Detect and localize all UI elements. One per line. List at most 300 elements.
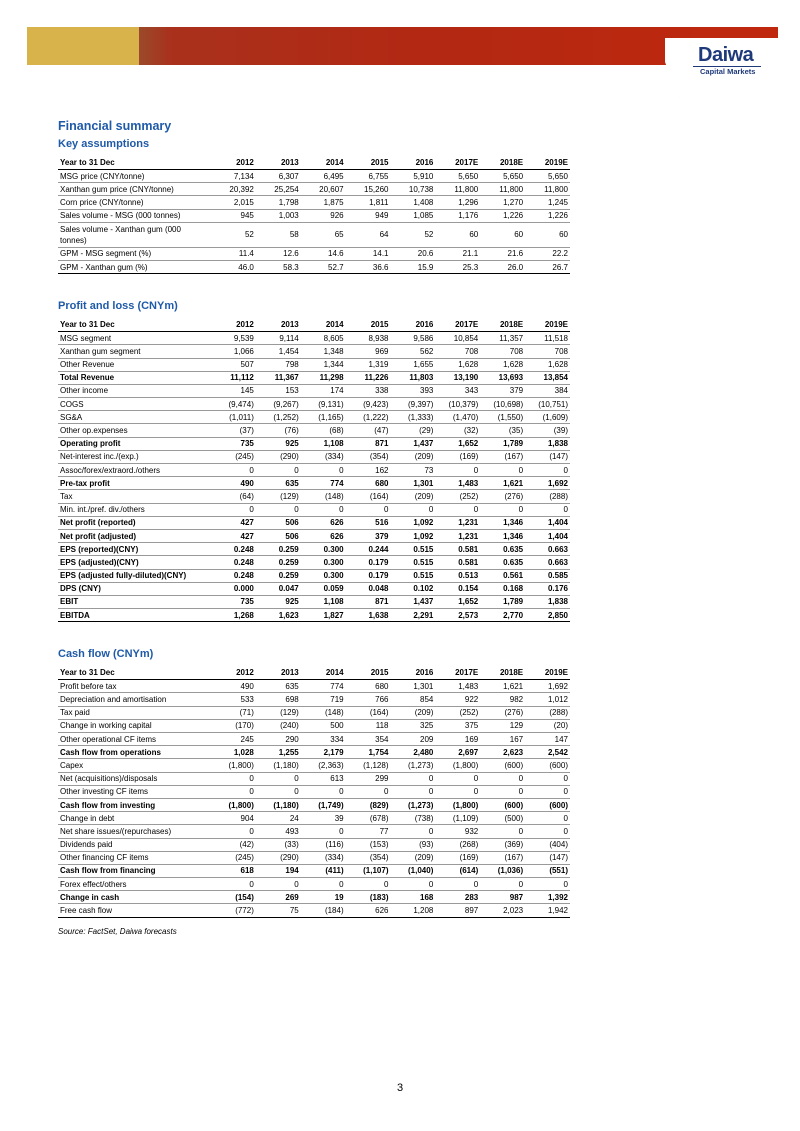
table-cell: 1,692 [525,477,570,490]
table-cell: 209 [391,733,436,746]
table-row [58,733,570,746]
row-label: Pre-tax profit [58,477,211,490]
table-cell: 1,652 [435,437,480,450]
table-cell: 1,811 [346,196,391,209]
table-cell: (129) [256,706,301,719]
table-row [58,785,570,798]
table-cell: 1,301 [391,477,436,490]
row-label: Operating profit [58,437,211,450]
table-cell: 635 [256,477,301,490]
table-cell: 0 [480,878,525,891]
table-row [58,595,570,608]
page-number: 3 [396,1082,404,1094]
table-cell: 1,621 [480,477,525,490]
table-cell: 46.0 [211,260,256,273]
table-row [58,371,570,384]
table-cell: (1,470) [435,411,480,424]
table-cell: 897 [435,904,480,917]
table-cell: (334) [301,450,346,463]
table-cell: 0 [211,878,256,891]
table-cell: 169 [435,733,480,746]
logo-subtitle: Capital Markets [700,67,756,76]
table-cell: (164) [346,490,391,503]
row-label: Sales volume - Xanthan gum (000 tonnes) [58,222,211,247]
table-cell: 0 [391,772,436,785]
table-cell: 9,114 [256,332,301,345]
table-cell: 0.176 [525,582,570,595]
table-row [58,798,570,811]
table-row [58,772,570,785]
table-cell: (76) [256,424,301,437]
table-cell: 194 [256,864,301,877]
column-header-year: 2012 [211,318,256,332]
table-cell: 14.6 [301,247,346,260]
table-cell: 0.300 [301,569,346,582]
table-cell: 168 [391,891,436,904]
row-label: Cash flow from investing [58,798,211,811]
table-cell: 490 [211,680,256,693]
table-cell: (9,267) [256,398,301,411]
table-cell: 871 [346,595,391,608]
table-cell: (1,011) [211,411,256,424]
table-cell: (167) [480,851,525,864]
row-label: Tax paid [58,706,211,719]
table-cell: 0 [480,772,525,785]
column-header-year: 2012 [211,666,256,680]
cash-flow-title: Cash flow (CNYm) [58,648,154,661]
table-cell: 735 [211,595,256,608]
table-cell: 0 [525,772,570,785]
table-cell: 932 [435,825,480,838]
table-cell: (183) [346,891,391,904]
table-cell: (129) [256,490,301,503]
table-cell: 0.581 [435,543,480,556]
table-cell: 969 [346,345,391,358]
table-cell: (116) [301,838,346,851]
table-cell: 2,015 [211,196,256,209]
table-cell: 1,066 [211,345,256,358]
table-cell: (1,333) [391,411,436,424]
table-cell: 0 [211,825,256,838]
row-label: Tax [58,490,211,503]
table-cell: 0 [480,464,525,477]
table-cell: 11,367 [256,371,301,384]
table-cell: 0.635 [480,556,525,569]
table-cell: 15,260 [346,183,391,196]
column-header-year: 2015 [346,156,391,170]
table-cell: 26.0 [480,260,525,273]
table-cell: (614) [435,864,480,877]
row-label: DPS (CNY) [58,582,211,595]
table-cell: (411) [301,864,346,877]
table-cell: (209) [391,450,436,463]
table-cell: 2,623 [480,746,525,759]
table-cell: 0 [301,825,346,838]
table-cell: 626 [301,529,346,542]
cash-flow-table [58,666,570,917]
table-cell: 1,108 [301,437,346,450]
table-cell: 0 [256,785,301,798]
table-row [58,345,570,358]
table-cell: (1,180) [256,798,301,811]
table-cell: 1,408 [391,196,436,209]
table-cell: 8,605 [301,332,346,345]
table-cell: 60 [435,222,480,247]
table-cell: 2,573 [435,609,480,622]
table-cell: 1,827 [301,609,346,622]
table-cell: 1,296 [435,196,480,209]
table-cell: (772) [211,904,256,917]
table-cell: (1,800) [435,759,480,772]
table-cell: (354) [346,450,391,463]
table-row [58,864,570,877]
table-cell: 0 [525,878,570,891]
table-row [58,891,570,904]
table-cell: 613 [301,772,346,785]
table-cell: 618 [211,864,256,877]
table-cell: 60 [525,222,570,247]
table-cell: 1,798 [256,196,301,209]
table-body [58,332,570,622]
table-cell: (9,423) [346,398,391,411]
table-cell: 52 [211,222,256,247]
table-cell: 0 [435,464,480,477]
table-cell: (276) [480,706,525,719]
table-cell: 1,875 [301,196,346,209]
table-cell: 925 [256,437,301,450]
row-label: Other operational CF items [58,733,211,746]
table-row [58,706,570,719]
table-cell: 269 [256,891,301,904]
table-cell: 0 [391,878,436,891]
table-cell: 1,231 [435,516,480,529]
column-header-year: 2013 [256,156,301,170]
table-cell: 516 [346,516,391,529]
table-cell: 735 [211,437,256,450]
table-cell: 1,692 [525,680,570,693]
table-cell: 0 [435,772,480,785]
table-cell: 0.585 [525,569,570,582]
table-cell: 129 [480,719,525,732]
table-cell: (148) [301,706,346,719]
table-cell: 0 [211,503,256,516]
table-cell: 39 [301,812,346,825]
table-cell: (167) [480,450,525,463]
table-cell: 0.168 [480,582,525,595]
table-cell: 1,404 [525,516,570,529]
table-cell: 6,495 [301,170,346,183]
table-cell: 299 [346,772,391,785]
table-cell: 58 [256,222,301,247]
table-cell: 0 [435,785,480,798]
table-cell: 12.6 [256,247,301,260]
table-cell: 0 [435,878,480,891]
table-cell: (252) [435,706,480,719]
table-cell: 384 [525,384,570,397]
table-row [58,384,570,397]
table-cell: (9,397) [391,398,436,411]
table-cell: 11,803 [391,371,436,384]
table-cell: 1,621 [480,680,525,693]
table-cell: 1,012 [525,693,570,706]
table-cell: 7,134 [211,170,256,183]
table-cell: 1,108 [301,595,346,608]
table-row [58,838,570,851]
column-header-year: 2019E [525,156,570,170]
table-cell: (1,128) [346,759,391,772]
table-cell: 987 [480,891,525,904]
table-cell: 0.515 [391,556,436,569]
row-label: SG&A [58,411,211,424]
row-label: Other op.expenses [58,424,211,437]
table-cell: (1,040) [391,864,436,877]
table-row [58,851,570,864]
table-cell: 0 [346,503,391,516]
row-label: Other investing CF items [58,785,211,798]
table-cell: 167 [480,733,525,746]
table-cell: 1,628 [525,358,570,371]
table-row [58,904,570,917]
table-row [58,358,570,371]
row-label: Cash flow from financing [58,864,211,877]
table-cell: (290) [256,450,301,463]
table-cell: 0.300 [301,556,346,569]
row-label: MSG price (CNY/tonne) [58,170,211,183]
table-cell: 0.635 [480,543,525,556]
table-cell: 1,245 [525,196,570,209]
column-header-year: 2017E [435,666,480,680]
table-row [58,746,570,759]
table-cell: 11.4 [211,247,256,260]
table-cell: (154) [211,891,256,904]
row-label: Assoc/forex/extraord./others [58,464,211,477]
table-row [58,693,570,706]
row-label: Xanthan gum price (CNY/tonne) [58,183,211,196]
table-row [58,437,570,450]
column-header-year: 2014 [301,156,346,170]
column-header-year: 2016 [391,666,436,680]
table-cell: 19 [301,891,346,904]
table-cell: 0 [525,812,570,825]
table-cell: (9,474) [211,398,256,411]
table-cell: 174 [301,384,346,397]
table-cell: 0.047 [256,582,301,595]
table-cell: (184) [301,904,346,917]
table-cell: 626 [346,904,391,917]
table-cell: 73 [391,464,436,477]
table-cell: 1,454 [256,345,301,358]
table-cell: 11,800 [525,183,570,196]
table-cell: 5,910 [391,170,436,183]
table-cell: 147 [525,733,570,746]
table-cell: 0.513 [435,569,480,582]
table-cell: (1,252) [256,411,301,424]
table-cell: (39) [525,424,570,437]
column-header-year: 2019E [525,318,570,332]
table-cell: 427 [211,529,256,542]
table-row [58,170,570,183]
header-band-transition [139,27,169,65]
table-cell: 0 [480,503,525,516]
table-row [58,332,570,345]
table-cell: 0 [525,825,570,838]
table-cell: 245 [211,733,256,746]
row-label: Corn price (CNY/tonne) [58,196,211,209]
table-row [58,183,570,196]
table-cell: 1,208 [391,904,436,917]
table-cell: (738) [391,812,436,825]
table-cell: 0.102 [391,582,436,595]
table-cell: 10,738 [391,183,436,196]
table-cell: 5,650 [480,170,525,183]
row-label: Other Revenue [58,358,211,371]
table-cell: (170) [211,719,256,732]
table-row [58,759,570,772]
table-cell: 162 [346,464,391,477]
table-cell: 708 [435,345,480,358]
table-cell: (1,107) [346,864,391,877]
table-cell: 0.300 [301,543,346,556]
table-cell: 1,942 [525,904,570,917]
table-cell: 1,652 [435,595,480,608]
table-cell: 13,693 [480,371,525,384]
table-cell: 153 [256,384,301,397]
table-cell: 766 [346,693,391,706]
table-cell: 283 [435,891,480,904]
table-cell: 0.259 [256,556,301,569]
table-cell: (20) [525,719,570,732]
table-cell: (169) [435,450,480,463]
table-cell: 22.2 [525,247,570,260]
table-cell: (1,800) [211,798,256,811]
table-body [58,680,570,917]
table-cell: 5,650 [435,170,480,183]
table-cell: (2,363) [301,759,346,772]
table-cell: 626 [301,516,346,529]
table-cell: (153) [346,838,391,851]
table-cell: (10,698) [480,398,525,411]
table-cell: 1,176 [435,209,480,222]
table-cell: 1,028 [211,746,256,759]
table-cell: (245) [211,450,256,463]
table-cell: 1,789 [480,595,525,608]
row-label: Forex effect/others [58,878,211,891]
table-cell: 1,085 [391,209,436,222]
table-cell: 0 [301,785,346,798]
table-cell: 15.9 [391,260,436,273]
table-cell: 507 [211,358,256,371]
table-row [58,450,570,463]
table-row [58,582,570,595]
table-cell: 698 [256,693,301,706]
table-cell: 145 [211,384,256,397]
table-cell: (148) [301,490,346,503]
table-cell: (1,222) [346,411,391,424]
table-cell: 11,112 [211,371,256,384]
table-cell: 6,307 [256,170,301,183]
table-cell: 20.6 [391,247,436,260]
table-cell: 0 [301,464,346,477]
daiwa-logo: Daiwa [698,44,754,66]
row-label: GPM - Xanthan gum (%) [58,260,211,273]
table-cell: (288) [525,490,570,503]
table-cell: 1,655 [391,358,436,371]
column-header-year: 2013 [256,666,301,680]
table-cell: 0.248 [211,569,256,582]
table-cell: 20,392 [211,183,256,196]
table-cell: 11,800 [435,183,480,196]
table-cell: (404) [525,838,570,851]
row-label: Net profit (adjusted) [58,529,211,542]
table-cell: 0 [346,785,391,798]
table-cell: 949 [346,209,391,222]
table-cell: (147) [525,851,570,864]
row-label: Depreciation and amortisation [58,693,211,706]
row-label: Change in debt [58,812,211,825]
table-cell: 0 [525,503,570,516]
table-cell: 9,586 [391,332,436,345]
table-cell: 922 [435,693,480,706]
table-row [58,196,570,209]
key-assumptions-title: Key assumptions [58,138,150,150]
table-cell: 338 [346,384,391,397]
table-row [58,609,570,622]
table-cell: 13,190 [435,371,480,384]
table-cell: (334) [301,851,346,864]
row-label: Net share issues/(repurchases) [58,825,211,838]
table-cell: 0 [256,772,301,785]
table-row [58,556,570,569]
table-cell: 379 [346,529,391,542]
table-cell: 60 [480,222,525,247]
table-cell: 1,301 [391,680,436,693]
table-cell: 0.179 [346,556,391,569]
table-cell: 118 [346,719,391,732]
table-cell: 0 [525,464,570,477]
row-label: Net (acquisitions)/disposals [58,772,211,785]
table-row [58,209,570,222]
table-cell: 0 [256,878,301,891]
table-cell: (93) [391,838,436,851]
column-header-year: 2018E [480,666,525,680]
table-cell: 0 [480,825,525,838]
table-cell: (147) [525,450,570,463]
table-cell: 21.1 [435,247,480,260]
table-cell: 926 [301,209,346,222]
table-cell: 11,800 [480,183,525,196]
table-cell: 1,226 [525,209,570,222]
row-label: COGS [58,398,211,411]
table-cell: 0.663 [525,556,570,569]
column-header-year: 2018E [480,156,525,170]
row-label: Change in cash [58,891,211,904]
table-cell: 343 [435,384,480,397]
table-row [58,247,570,260]
table-cell: 0 [525,785,570,798]
table-cell: 0 [301,878,346,891]
table-row [58,516,570,529]
table-cell: 798 [256,358,301,371]
table-cell: 11,518 [525,332,570,345]
table-cell: 0.515 [391,543,436,556]
table-cell: 871 [346,437,391,450]
table-cell: (829) [346,798,391,811]
table-cell: (268) [435,838,480,851]
table-cell: 11,298 [301,371,346,384]
column-header-year: 2017E [435,156,480,170]
table-cell: 2,850 [525,609,570,622]
row-label: Sales volume - MSG (000 tonnes) [58,209,211,222]
